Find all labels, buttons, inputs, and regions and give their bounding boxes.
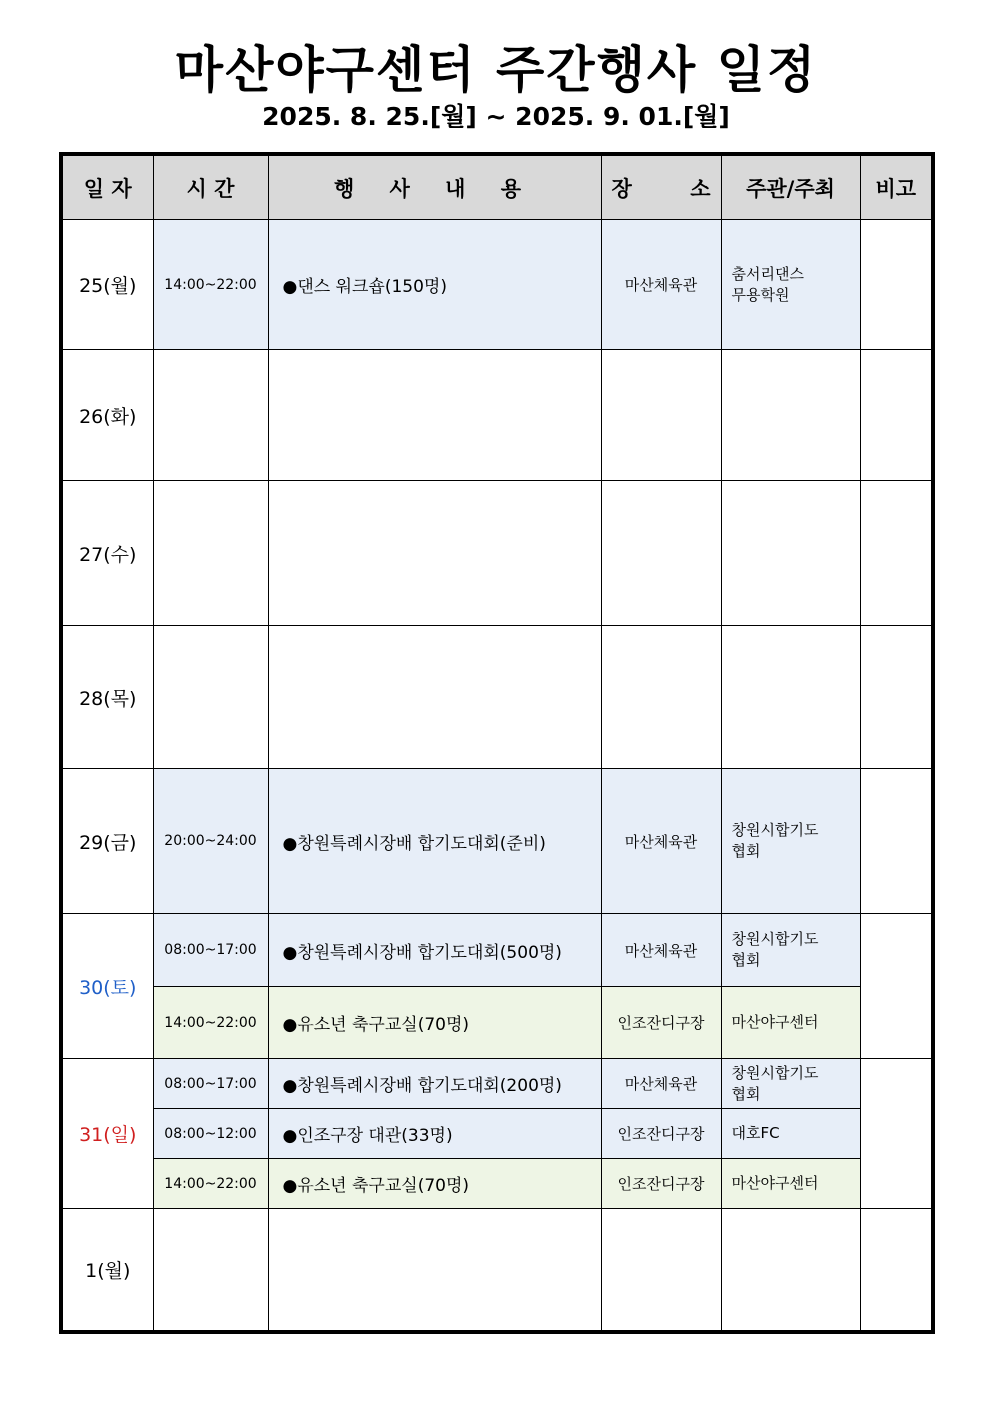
note-cell — [860, 220, 933, 350]
table-row — [61, 769, 933, 914]
event-cell: ●창원특례시장배 합기도대회(준비) — [268, 769, 601, 914]
table-row — [61, 220, 933, 350]
host-cell — [721, 220, 860, 350]
host-line-2: 협회 — [731, 842, 761, 860]
host-cell — [721, 769, 860, 914]
time-cell: 14:00~22:00 — [153, 1159, 268, 1209]
host-cell — [721, 1059, 860, 1109]
time-cell: 08:00~17:00 — [153, 1059, 268, 1109]
time-cell: 08:00~12:00 — [153, 1109, 268, 1159]
header-time: 시 간 — [153, 154, 268, 220]
host-line-1: 춤서리댄스 — [731, 264, 804, 283]
host-line-2: 무용학원 — [731, 285, 790, 304]
place-cell — [601, 481, 721, 626]
date-cell: 30(토) — [61, 914, 153, 1059]
header-event: 행 사 내 용 — [268, 154, 601, 220]
table-row — [61, 914, 933, 987]
date-cell: 1(월) — [61, 1209, 153, 1332]
note-cell — [860, 1209, 933, 1332]
event-cell — [268, 626, 601, 769]
host-cell — [721, 914, 860, 987]
host-line-1: 대호FC — [731, 1124, 780, 1142]
place-cell: 마산체육관 — [601, 220, 721, 350]
time-cell: 14:00~22:00 — [153, 220, 268, 350]
event-cell: ●유소년 축구교실(70명) — [268, 987, 601, 1059]
table-header-row — [61, 154, 933, 220]
date-cell: 28(목) — [61, 626, 153, 769]
host-cell — [721, 987, 860, 1059]
place-cell: 마산체육관 — [601, 914, 721, 987]
date-cell: 27(수) — [61, 481, 153, 626]
note-cell — [860, 626, 933, 769]
event-cell: ●유소년 축구교실(70명) — [268, 1159, 601, 1209]
host-cell — [721, 481, 860, 626]
host-cell — [721, 626, 860, 769]
host-line-1: 창원시합기도 — [731, 930, 819, 948]
schedule-period: 2025. 8. 25.[월] ~ 2025. 9. 01.[월] — [262, 102, 730, 131]
time-cell: 20:00~24:00 — [153, 769, 268, 914]
table-row — [61, 987, 933, 1059]
header-place — [601, 154, 721, 220]
place-cell — [601, 626, 721, 769]
event-cell: ●인조구장 대관(33명) — [268, 1109, 601, 1159]
host-cell — [721, 350, 860, 481]
host-cell — [721, 1209, 860, 1332]
date-cell: 31(일) — [61, 1059, 153, 1209]
note-cell — [860, 769, 933, 914]
header-host: 주관/주최 — [721, 154, 860, 220]
date-cell: 25(월) — [61, 220, 153, 350]
time-cell: 08:00~17:00 — [153, 914, 268, 987]
place-cell — [601, 1209, 721, 1332]
time-cell — [153, 1209, 268, 1332]
table-row — [61, 1109, 933, 1159]
table-row — [61, 1159, 933, 1209]
table-row — [61, 626, 933, 769]
host-line-2: 협회 — [731, 951, 761, 969]
host-line-1: 마산야구센터 — [731, 1013, 819, 1031]
time-cell — [153, 350, 268, 481]
note-cell — [860, 350, 933, 481]
header-place-label: 장 소 — [611, 176, 711, 201]
time-cell — [153, 481, 268, 626]
event-cell: ●댄스 워크숍(150명) — [268, 220, 601, 350]
host-cell — [721, 1109, 860, 1159]
place-cell — [601, 350, 721, 481]
place-cell: 인조잔디구장 — [601, 1109, 721, 1159]
header-note: 비고 — [860, 154, 933, 220]
table-row — [61, 1209, 933, 1332]
date-cell: 29(금) — [61, 769, 153, 914]
table-row — [61, 481, 933, 626]
table-row — [61, 1059, 933, 1109]
event-cell — [268, 350, 601, 481]
time-cell: 14:00~22:00 — [153, 987, 268, 1059]
place-cell: 인조잔디구장 — [601, 1159, 721, 1209]
event-cell — [268, 481, 601, 626]
header-date: 일 자 — [61, 154, 153, 220]
page-title: 마산야구센터 주간행사 일정 — [174, 41, 818, 99]
host-line-1: 창원시합기도 — [731, 821, 819, 839]
table-row — [61, 350, 933, 481]
time-cell — [153, 626, 268, 769]
place-cell: 인조잔디구장 — [601, 987, 721, 1059]
place-cell: 마산체육관 — [601, 769, 721, 914]
note-cell — [860, 1059, 933, 1209]
place-cell: 마산체육관 — [601, 1059, 721, 1109]
host-line-2: 협회 — [731, 1084, 761, 1103]
date-cell: 26(화) — [61, 350, 153, 481]
event-cell — [268, 1209, 601, 1332]
note-cell — [860, 481, 933, 626]
weekly-schedule-table — [59, 152, 935, 1334]
host-cell — [721, 1159, 860, 1209]
host-line-1: 창원시합기도 — [731, 1063, 819, 1082]
note-cell — [860, 914, 933, 1059]
host-line-1: 마산야구센터 — [731, 1174, 819, 1192]
event-cell: ●창원특례시장배 합기도대회(500명) — [268, 914, 601, 987]
event-cell: ●창원특례시장배 합기도대회(200명) — [268, 1059, 601, 1109]
